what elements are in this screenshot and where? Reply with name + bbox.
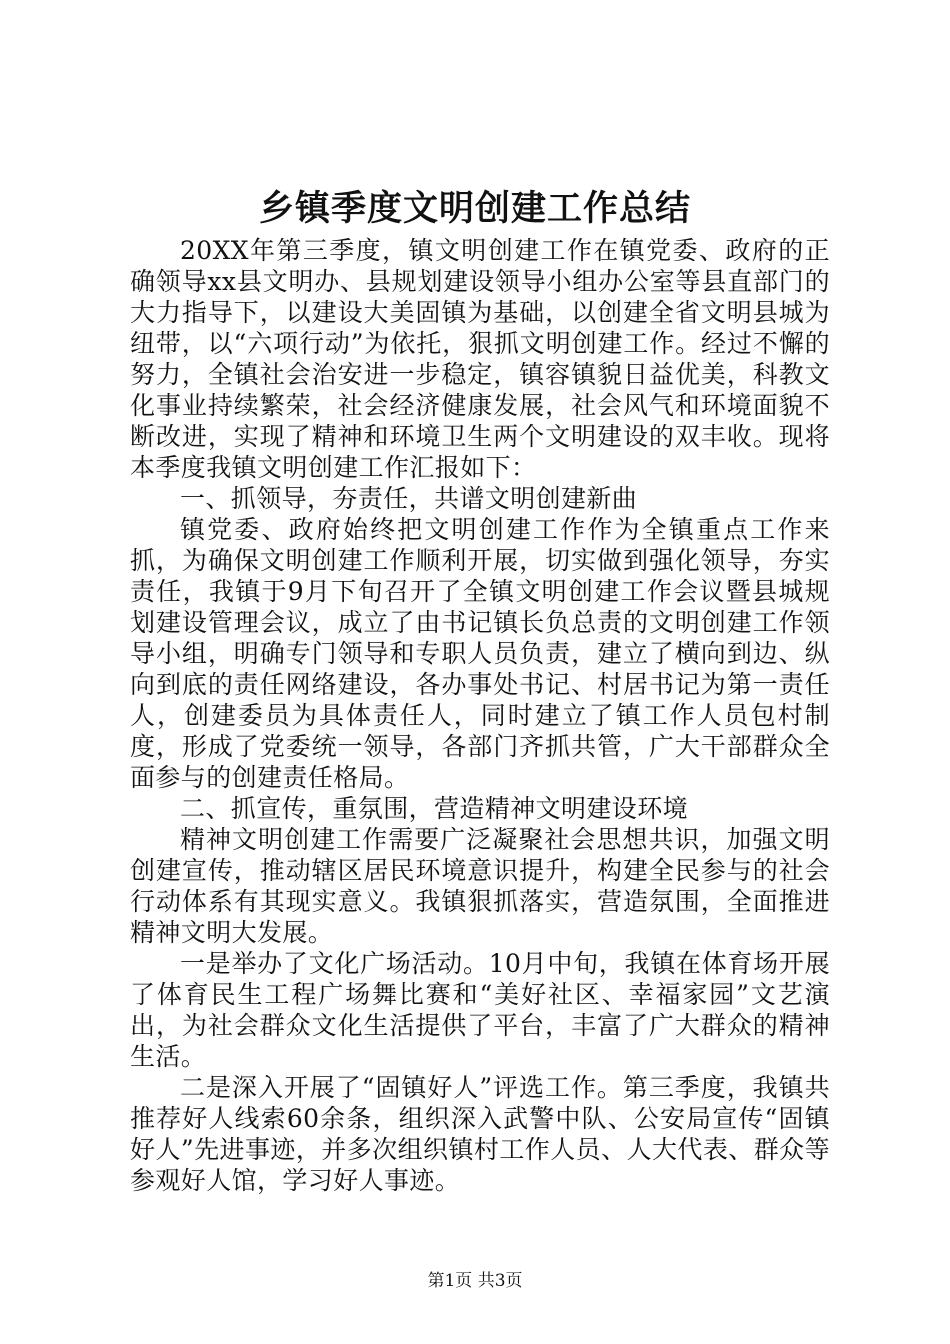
culture-square-paragraph: 一是举办了文化广场活动。10月中旬，我镇在体育场开展了体育民生工程广场舞比赛和“美好社区、幸福家园”文艺演出，为社会群众文化生活提供了平台，丰富了广大群众的精神生活。 (130, 949, 830, 1071)
intro-paragraph: 20XX年第三季度，镇文明创建工作在镇党委、政府的正确领导xx县文明办、县规划建设领导小组办公室等县直部门的大力指导下，以建设大美固镇为基础，以创建全省文明县城为纽带，以“六项行动”为依托，狠抓文明创建工作。经过不懈的努力，全镇社会治安进一步稳定，镇容镇貌日益优美，科教文化事业持续繁荣，社会经济健康发展，社会风气和环境面貌不断改进，实现了精神和环境卫生两个文明建设的双丰收。现将本季度我镇文明创建工作汇报如下： (130, 236, 830, 482)
section-2-paragraph: 精神文明创建工作需要广泛凝聚社会思想共识，加强文明创建宣传，推动辖区居民环境意识提升，构建全民参与的社会行动体系有其现实意义。我镇狠抓落实，营造氛围，全面推进精神文明大发展。 (130, 825, 830, 947)
section-heading-1: 一、抓领导，夯责任，共谱文明创建新曲 (180, 484, 638, 513)
section-heading-2: 二、抓宣传，重氛围，营造精神文明建设环境 (180, 794, 689, 823)
document-title: 乡镇季度文明创建工作总结 (258, 188, 691, 229)
page-number-footer: 第1页 共3页 (427, 1271, 523, 1291)
section-1-paragraph: 镇党委、政府始终把文明创建工作作为全镇重点工作来抓，为确保文明创建工作顺利开展，切实做到强化领导，夯实责任，我镇于9月下旬召开了全镇文明创建工作会议暨县城规划建设管理会议，成立了由书记镇长负总责的文明创建工作领导小组，明确专门领导和专职人员负责，建立了横向到边、纵向到底的责任网络建设，各办事处书记、村居书记为第一责任人，创建委员为具体责任人，同时建立了镇工作人员包村制度，形成了党委统一领导，各部门齐抓共管，广大干部群众全面参与的创建责任格局。 (130, 515, 830, 792)
document-body (130, 235, 830, 1196)
good-people-paragraph: 二是深入开展了“固镇好人”评选工作。第三季度，我镇共推荐好人线索60余条，组织深入武警中队、公安局宣传“固镇好人”先进事迹，并多次组织镇村工作人员、人大代表、群众等参观好人馆，学习好人事迹。 (130, 1073, 830, 1195)
